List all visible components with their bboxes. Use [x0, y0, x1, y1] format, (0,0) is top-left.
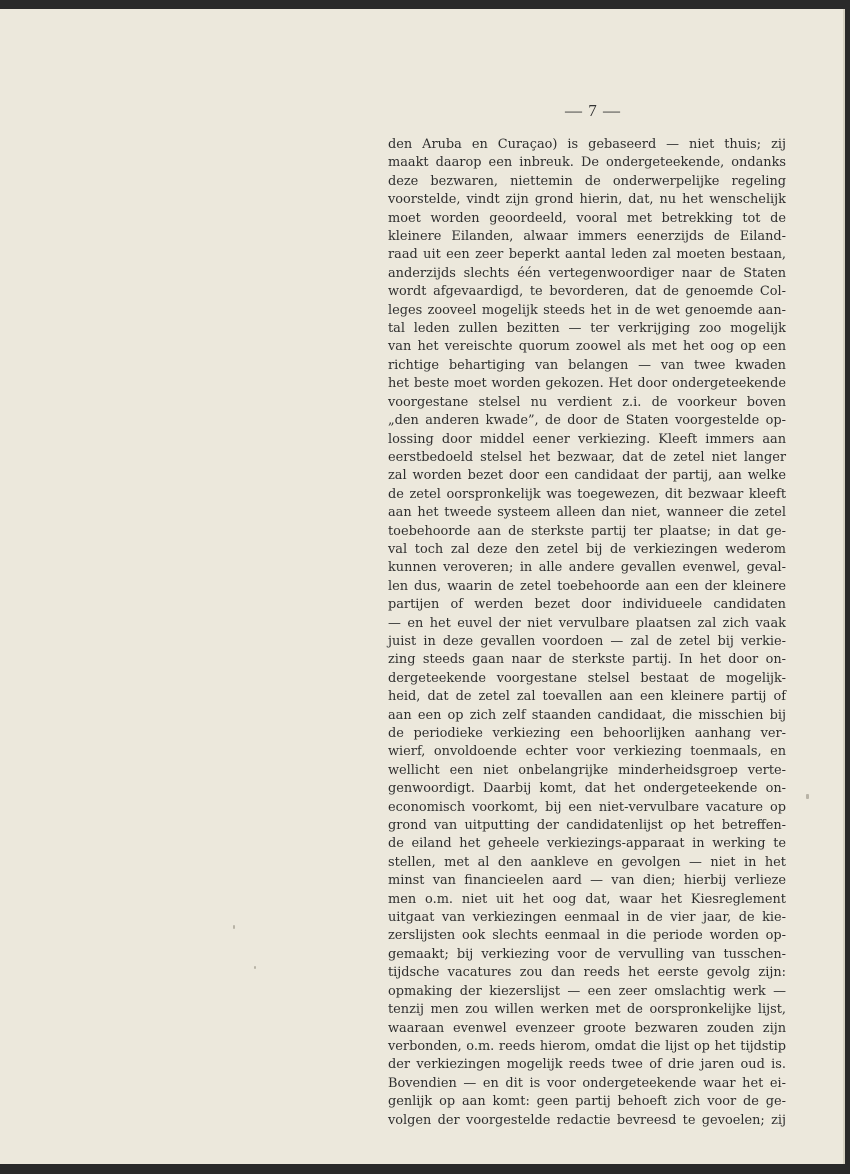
text-line: voorgestane stelsel nu verdient z.i. de voorkeur boven [388, 394, 786, 410]
text-line: aan het tweede systeem alleen dan niet, wanneer die zetel [388, 505, 786, 521]
text-line: uitgaat van verkiezingen eenmaal in de vier jaar, de kie- [388, 910, 786, 926]
text-line: Bovendien — en dit is voor ondergeteekende waar het ei- [388, 1075, 786, 1091]
text-line: richtige behartiging van belangen — van twee kwaden [388, 357, 786, 373]
text-line: minst van financieelen aard — van dien; hierbij verlieze [388, 873, 786, 889]
text-line: dergeteekende voorgestane stelsel bestaat de mogelijk- [388, 670, 786, 686]
text-line: len dus, waarin de zetel toebehoorde aan een der kleinere [388, 578, 786, 594]
text-line: tijdsche vacatures zou dan reeds het eerste gevolg zijn: [388, 965, 786, 981]
text-line: deze bezwaren, niettemin de onderwerpelijke regeling [388, 173, 786, 189]
paper-speck [806, 794, 809, 799]
text-line: juist in deze gevallen voordoen — zal de zetel bij verkie- [388, 633, 786, 649]
paper-speck [254, 966, 256, 969]
text-line: waaraan evenwel evenzeer groote bezwaren zouden zijn [388, 1020, 786, 1036]
text-line: wellicht een niet onbelangrijke minderheidsgroep verte- [388, 762, 786, 778]
document-page [0, 9, 845, 1164]
text-line: kunnen veroveren; in alle andere gevallen evenwel, geval- [388, 560, 786, 576]
text-line: eerstbedoeld stelsel het bezwaar, dat de zetel niet langer [388, 449, 786, 465]
text-line: volgen der voorgestelde redactie bevreesd te gevoelen; zij [388, 1112, 786, 1128]
paper-speck [233, 925, 235, 929]
text-line: maakt daarop een inbreuk. De ondergeteekende, ondanks [388, 155, 786, 171]
body-text [388, 136, 786, 1130]
text-line: opmaking der kiezerslijst — een zeer omslachtig werk — [388, 983, 786, 999]
text-line: zerslijsten ook slechts eenmaal in die periode worden op- [388, 928, 786, 944]
text-line: leges zooveel mogelijk steeds het in de wet genoemde aan- [388, 302, 786, 318]
text-line: grond van uitputting der candidatenlijst op het betreffen- [388, 818, 786, 834]
text-line: den Aruba en Curaçao) is gebaseerd — niet thuis; zij [388, 137, 786, 152]
text-line: wordt afgevaardigd, te bevorderen, dat de genoemde Col- [388, 284, 786, 300]
text-line: heid, dat de zetel zal toevallen aan een kleinere partij of [388, 689, 786, 705]
text-line: de zetel oorspronkelijk was toegewezen, dit bezwaar kleeft [388, 486, 786, 502]
text-line: stellen, met al den aankleve en gevolgen — niet in het [388, 854, 786, 870]
text-line: de eiland het geheele verkiezings-apparaat in werking te [388, 836, 786, 852]
text-line: wierf, onvoldoende echter voor verkiezing toenmaals, en [388, 744, 786, 760]
text-line: het beste moet worden gekozen. Het door ondergeteekende [388, 376, 786, 392]
text-line: genlijk op aan komt: geen partij behoeft zich voor de ge- [388, 1094, 786, 1110]
text-line: van het vereischte quorum zoowel als met het oog op een [388, 339, 786, 355]
text-line: lossing door middel eener verkiezing. Kleeft immers aan [388, 431, 786, 447]
text-line: raad uit een zeer beperkt aantal leden zal moeten bestaan, [388, 247, 786, 263]
text-line: verbonden, o.m. reeds hierom, omdat die lijst op het tijdstip [388, 1038, 786, 1054]
text-line: tal leden zullen bezitten — ter verkrijging zoo mogelijk [388, 321, 786, 337]
text-line: zal worden bezet door een candidaat der partij, aan welke [388, 468, 786, 484]
text-line: economisch voorkomt, bij een niet-vervulbare vacature op [388, 799, 786, 815]
page-number: — 7 — [565, 101, 621, 120]
text-line: — en het euvel der niet vervulbare plaatsen zal zich vaak [388, 615, 786, 631]
text-line: kleinere Eilanden, alwaar immers eenerzijds de Eiland- [388, 229, 786, 245]
text-line: voorstelde, vindt zijn grond hierin, dat, nu het wenschelijk [388, 192, 786, 208]
text-line: zing steeds gaan naar de sterkste partij. In het door on- [388, 652, 786, 668]
text-line: gemaakt; bij verkiezing voor de vervulling van tusschen- [388, 946, 786, 962]
text-line: anderzijds slechts één vertegenwoordiger naar de Staten [388, 265, 786, 281]
text-line: toebehoorde aan de sterkste partij ter plaatse; in dat ge- [388, 523, 786, 539]
text-line: partijen of werden bezet door individueele candidaten [388, 597, 786, 613]
text-line: genwoordigt. Daarbij komt, dat het ondergeteekende on- [388, 781, 786, 797]
text-line: val toch zal deze den zetel bij de verkiezingen wederom [388, 541, 786, 557]
text-line: de periodieke verkiezing een behoorlijken aanhang ver- [388, 726, 786, 741]
text-line: der verkiezingen mogelijk reeds twee of drie jaren oud is. [388, 1057, 786, 1073]
text-line: tenzij men zou willen werken met de oorspronkelijke lijst, [388, 1002, 786, 1018]
text-line: „den anderen kwade”, de door de Staten voorgestelde op- [388, 413, 786, 429]
text-line: moet worden geoordeeld, vooral met betrekking tot de [388, 210, 786, 226]
text-line: aan een op zich zelf staanden candidaat, die misschien bij [388, 707, 786, 723]
text-line: men o.m. niet uit het oog dat, waar het Kiesreglement [388, 891, 786, 907]
